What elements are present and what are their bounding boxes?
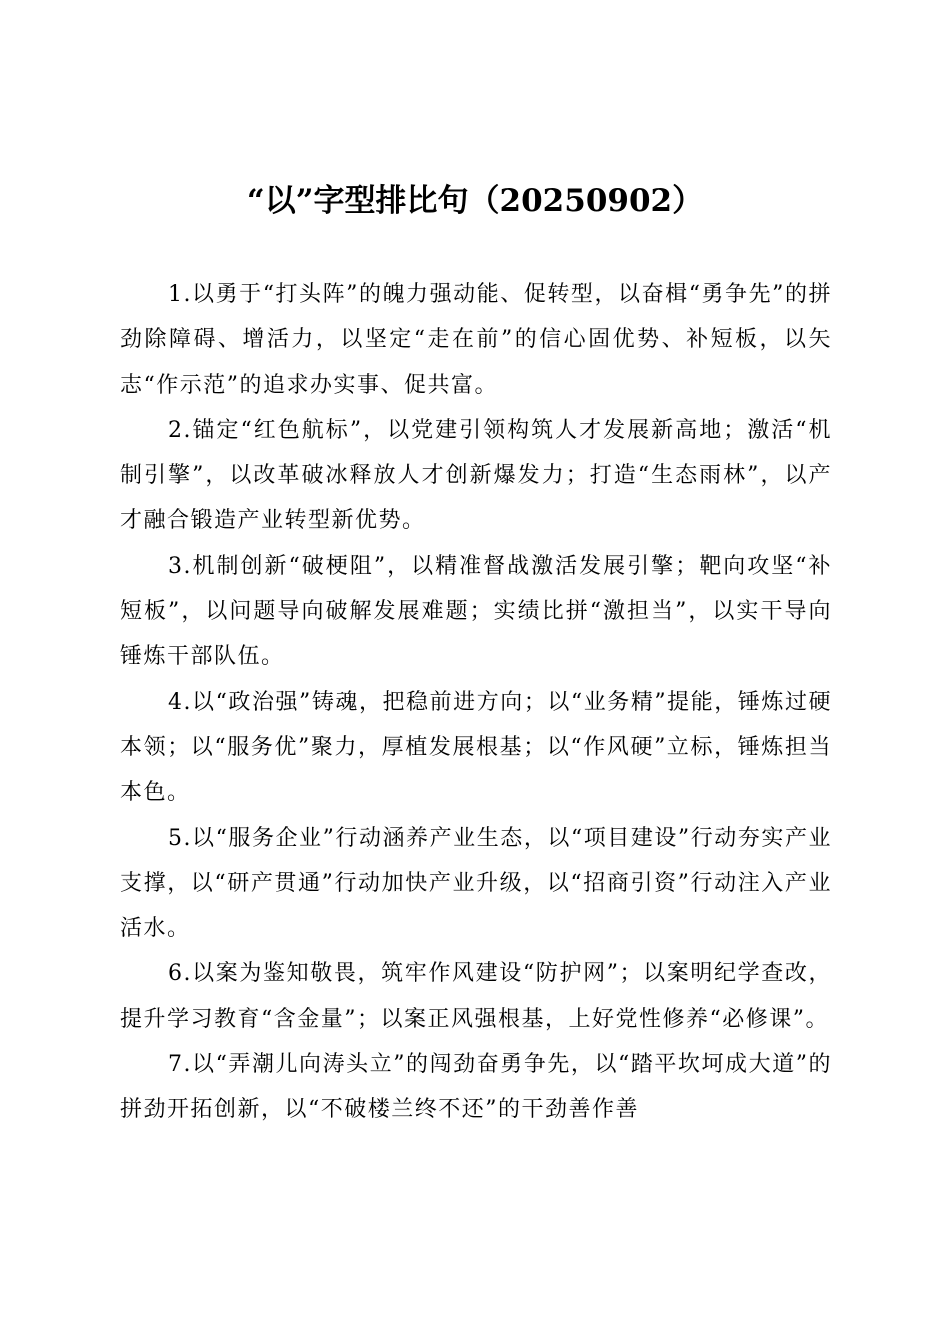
document-body [120,272,832,1133]
paragraph-3: 3.机制创新“破梗阻”，以精准督战激活发展引擎；靶向攻坚“补短板”，以问题导向破解发展难题；实绩比拼“激担当”，以实干导向锤炼干部队伍。 [120,553,832,670]
paragraph-7: 7.以“弄潮儿向涛头立”的闯劲奋勇争先，以“踏平坎坷成大道”的拼劲开拓创新，以“不破楼兰终不还”的干劲善作善 [120,1052,832,1123]
paragraph-5: 5.以“服务企业”行动涵养产业生态，以“项目建设”行动夯实产业支撑，以“研产贯通”行动加快产业升级，以“招商引资”行动注入产业活水。 [120,825,832,942]
document-title: “以”字型排比句（20250902） [246,183,704,219]
paragraph-4: 4.以“政治强”铸魂，把稳前进方向；以“业务精”提能，锤炼过硬本领；以“服务优”聚力，厚植发展根基；以“作风硬”立标，锤炼担当本色。 [120,689,832,806]
paragraph-2: 2.锚定“红色航标”，以党建引领构筑人才发展新高地；激活“机制引擎”，以改革破冰释放人才创新爆发力；打造“生态雨林”，以产才融合锻造产业转型新优势。 [120,417,832,534]
paragraph-1: 1.以勇于“打头阵”的魄力强动能、促转型，以奋楫“勇争先”的拼劲除障碍、增活力，以坚定“走在前”的信心固优势、补短板，以矢志“作示范”的追求办实事、促共富。 [120,282,832,398]
paragraph-6: 6.以案为鉴知敬畏，筑牢作风建设“防护网”；以案明纪学查改，提升学习教育“含金量”；以案正风强根基，上好党性修养“必修课”。 [120,961,832,1032]
